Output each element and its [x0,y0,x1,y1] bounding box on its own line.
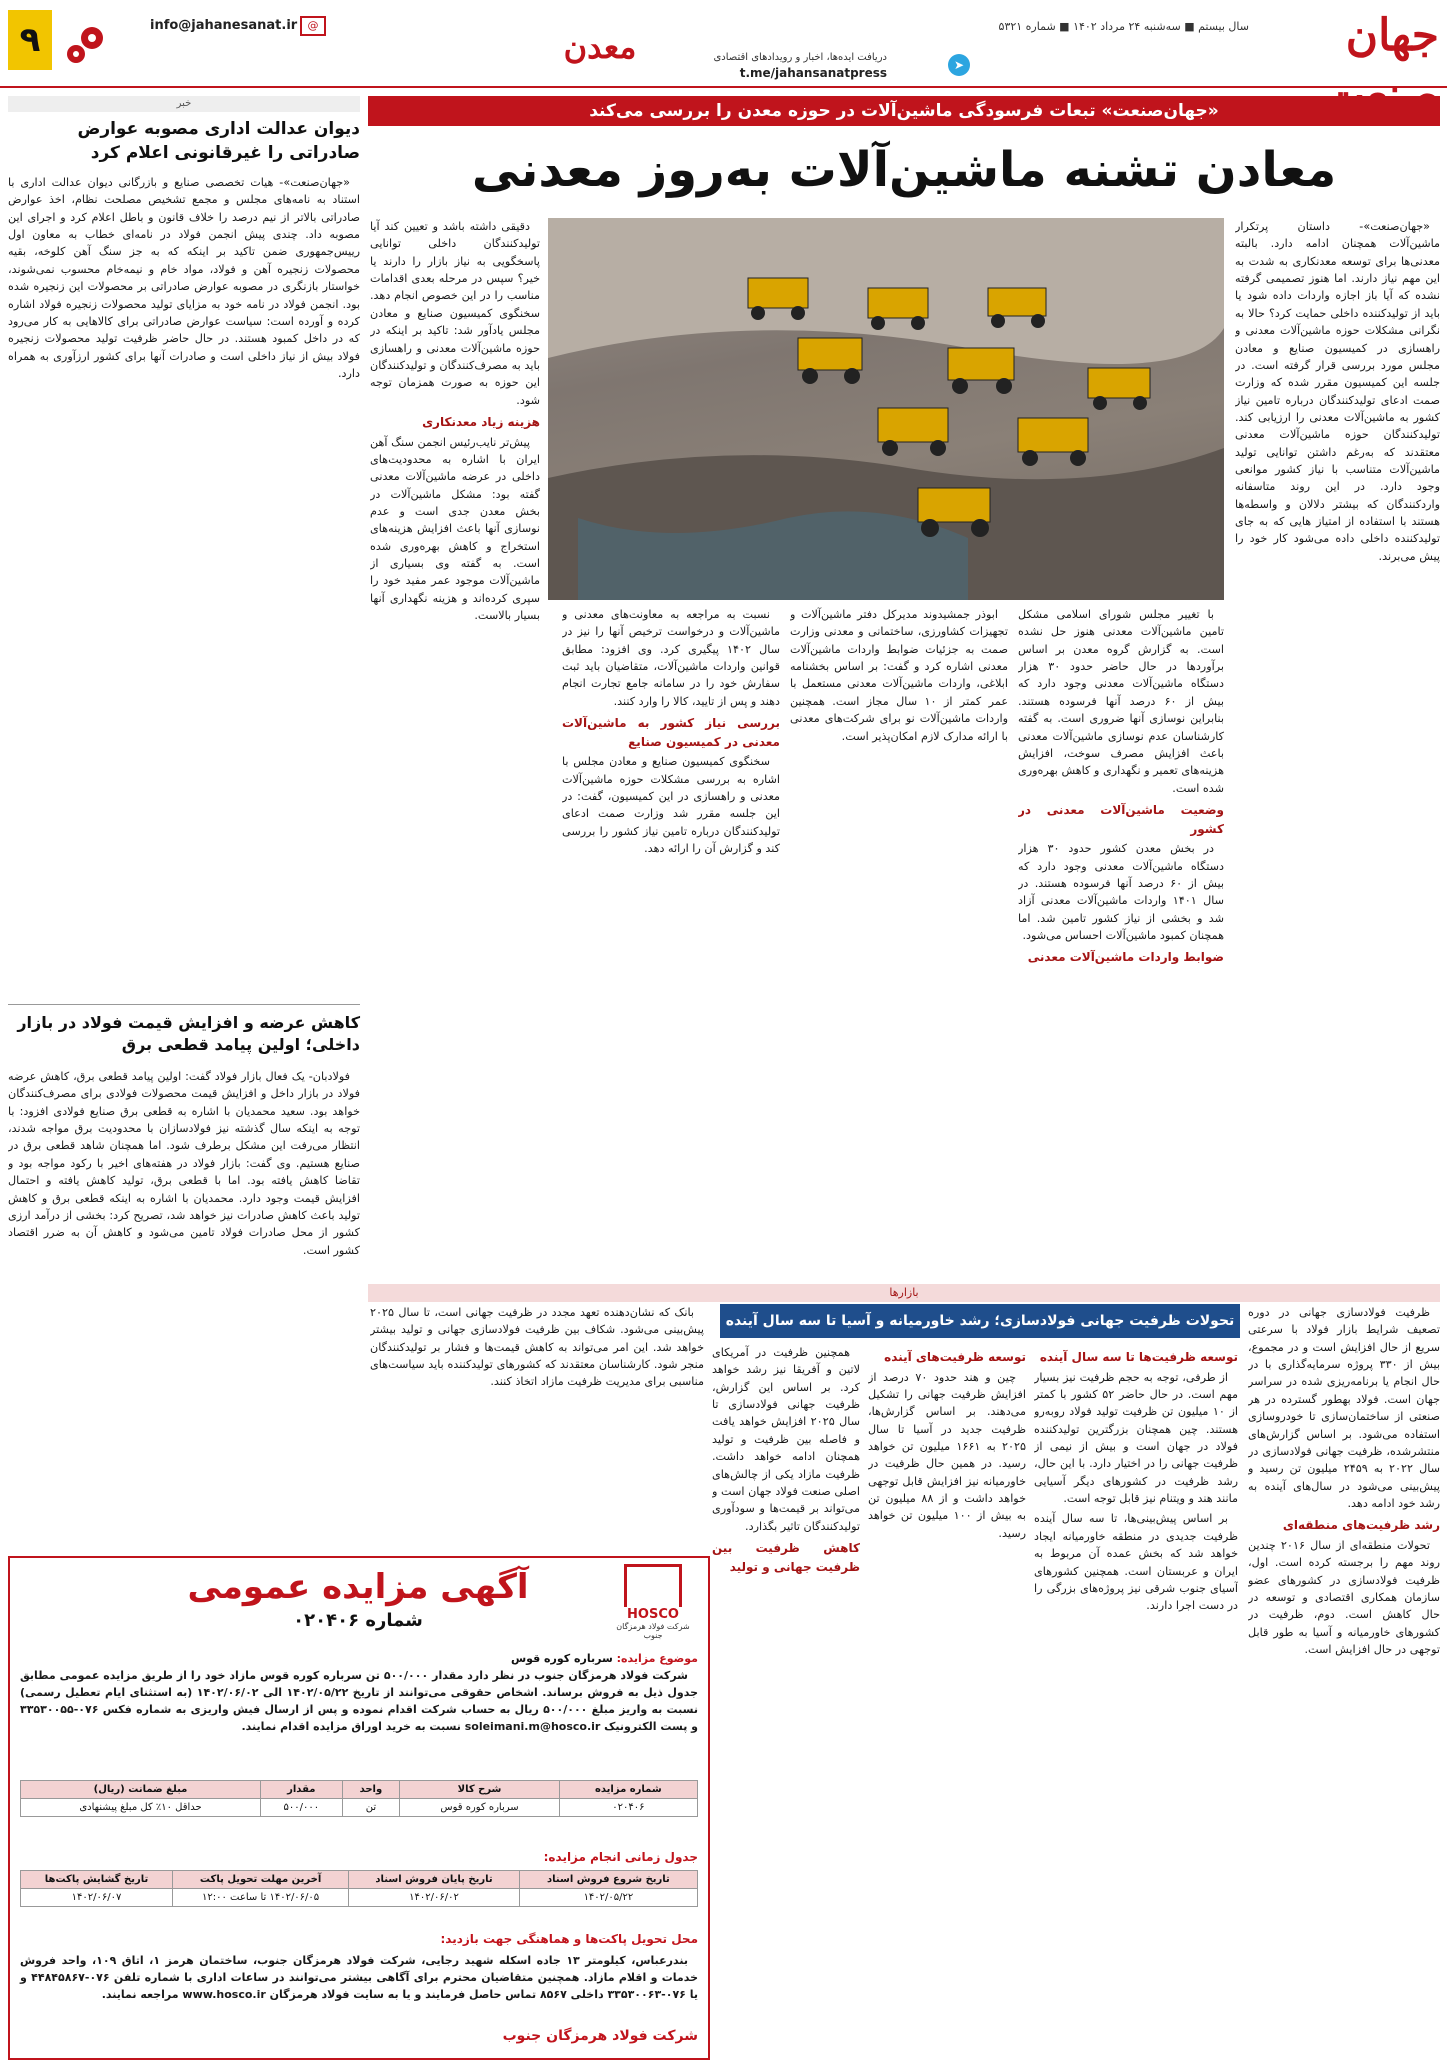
page-number [8,10,52,70]
ad-timeline-label: جدول زمانی انجام مزایده: [543,1850,698,1864]
left-body-1 [8,174,360,994]
section-title: معدن [563,28,637,66]
timeline-td: ۱۴۰۲/۰۶/۰۵ تا ساعت ۱۲:۰۰ [173,1889,349,1907]
main-col-4b-text: سخنگوی کمیسیون صنایع و معادن مجلس با اشاره به بررسی مشکلات حوزه ماشین‌آلات معدنی و راهسازی در این کمیسیون، گفت: در این جلسه مقرر شد وزارت صمت ادعای تولیدکنندگان درباره تامین نیاز کشور را بررسی کند و گزارش آن را ارائه دهد. [562,755,780,856]
ad-subject-line [20,1650,698,1667]
bottom-title-box [720,1304,1240,1338]
ad-body-text: شرکت فولاد هرمزگان جنوب در نظر دارد مقدار ۵۰۰/۰۰۰ تن سرباره کوره قوس مازاد خود را از طریق مزایده عمومی مطابق جدول ذیل به فروش برساند. اشخاص حقوقی می‌توانند از تاریخ ۱۴۰۲/۰۵/۲۲ الی ۱۴۰۲/۰۶/۰۲ (به استثنای ایام تعطیل رسمی) نسبت به واریز مبلغ ۵۰۰/۰۰۰ ریال به حساب شرکت اقدام نموده و پس از ارسال فیش واریزی به شماره فکس ۰۷۶-۳۳۵۳۰۰۵۵ و پست الکترونیک soleimani.m@hosco.ir نسبت به خرید اوراق مزایده اقدام نمایند. [20,1669,698,1734]
left-divider [8,1004,360,1005]
auction-table [20,1780,698,1817]
main-col-1 [1235,218,1440,1278]
left-news-tag: خبر [8,96,360,112]
bottom-col-1b-text: تحولات منطقه‌ای از سال ۲۰۱۶ چندین روند مهم را برجسته کرده است. اول، ظرفیت فولادسازی در کشورهای عضو سازمان همکاری اقتصادی و توسعه در حال کاهش است. دوم، ظرفیت در کشورهای خاورمیانه و آسیا به طور قابل توجهی در حال افزایش است. [1248,1538,1440,1657]
main-col-1-text: «جهان‌صنعت»- داستان پرتکرار ماشین‌آلات همچنان ادامه دارد. بالبته معدنی‌ها برای توسعه معدنکاری به شدت به این مهم نیاز دارند. اما هنوز تصمیمی گرفته نشده که آیا باز اجازه واردات داده شود یا باید از تولیدکننده داخلی حمایت کرد؟ حالا به نگرانی مشکلات حوزه ماشین‌آلات معدنی و راهسازی در کمیسیون صنایع و معادن مجلس مورد بررسی قرار گرفته است. در جلسه این کمیسیون مقرر شده که وزارت صمت ادعای تولیدکنندگان درباره تامین نیاز کشور به ماشین‌آلات معدنی را ارزیابی کند. تولیدکنندگان حوزه ماشین‌آلات معدنی معتقدند که به‌رغم داشتن توانایی تولید ماشین‌آلات متناسب با نیاز کشور موانعی وجود دارد. در این روند متاسفانه واردکنندگان که بیشتر دلالان و واسطه‌ها هستند با استفاده از امتیاز هایی که به جای تولیدکننده داخلی داده می‌شود کار خود را پیش می‌برند. [1235,220,1440,563]
bottom-col-5 [370,1304,704,1549]
ad-subject-label: موضوع مزایده: [616,1652,698,1665]
timeline-th: تاریخ گشایش پاکت‌ها [21,1871,173,1889]
timeline-th: تاریخ شروع فروش اسناد [519,1871,697,1889]
auction-ad [8,1556,710,2060]
main-col-3 [790,606,1008,1278]
bottom-col-3-text: چین و هند حدود ۷۰ درصد از افزایش ظرفیت جهانی را تشکیل می‌دهند. بر اساس گزارش‌ها، ظرفیت جدید در آسیا تا سال ۲۰۲۵ به ۱۶۶۱ میلیون تن خواهد رسید. در همین حال ظرفیت در خاورمیانه نیز افزایش قابل توجهی خواهد داشت و از ۸۸ میلیون تن به بیش از ۱۰۰ میلیون تن خواهد رسید. [868,1370,1026,1540]
timeline-td: ۱۴۰۲/۰۶/۰۷ [21,1889,173,1907]
masthead [0,0,1447,88]
left-title-1: دیوان عدالت اداری مصوبه عوارض صادراتی را غیرقانونی اعلام کرد [77,119,360,163]
timeline-table-header [21,1871,698,1889]
bottom-col-1-text: ظرفیت فولادسازی جهانی در دوره تصعیف شرایط بازار فولاد با سرعتی سریع از حال افزایش است و در مجموع، بیش از ۳۳۰ پروژه سرمایه‌گذاری با در حال انجام یا برنامه‌ریزی شده در سراسر جهان است. فولاد بهطور گسترده در هر صنعتی از ساختمان‌سازی تا خودروسازی استفاده می‌شود. بر اساس گزارش‌های منتشرشده، ظرفیت جهانی فولادسازی در سال ۲۰۲۲ به ۲۴۵۹ میلیون تن رسید و پیش‌بینی می‌شود در سال‌های آینده به رشد خود ادامه دهد. [1248,1306,1440,1510]
auction-th: واحد [342,1781,400,1799]
auction-table-row [21,1799,698,1817]
bottom-col-2 [1034,1344,1238,2054]
auction-th: مقدار [261,1781,342,1799]
left-title-2: کاهش عرضه و افزایش قیمت فولاد در بازار داخلی؛ اولین پیامد قطعی برق [17,1013,360,1055]
bottom-col-3 [868,1344,1026,2054]
telegram-icon: ➤ [948,54,970,76]
markets-band-text: بازارها [889,1286,919,1299]
main-col-5b-text: پیش‌تر نایب‌رئیس انجمن سنگ آهن ایران با اشاره به محدودیت‌های داخلی در عرضه ماشین‌آلات معدنی گفته بود: مشکل ماشین‌آلات در بخش معدن جدی است و عدم نوسازی آنها باعث افزایش هزینه‌های استخراج و کاهش بهره‌وری شده است. به گفته وی بسیاری از ماشین‌آلات موجود عمر مفید خود را سپری کرده‌اند و هزینه نگهداری آنها بسیار بالاست. [370,435,540,623]
ad-body [20,1650,698,1738]
ad-table-1 [20,1780,698,1817]
ad-number: شماره ۰۲۰۴۰۶ [293,1610,423,1631]
bottom-col-1 [1248,1304,1440,2054]
hosco-logo [608,1564,698,1644]
ad-delivery [20,1952,698,2006]
telegram-link[interactable]: t.me/jahansanatpress [739,66,887,80]
subhead-cost: هزینه زیاد معدنکاری [422,414,540,429]
logo-text: جهان [1345,10,1439,61]
main-col-2b-text: در بخش معدن کشور حدود ۳۰ هزار دستگاه ماشین‌آلات معدنی وجود دارد که بیش از ۶۰ درصد آنها فرسوده هستند. در سال ۱۴۰۱ واردات ماشین‌آلات معدنی آزاد شد و بخشی از نیاز کشور تامین شد. اما همچنان کمبود ماشین‌آلات احساس می‌شود. [1018,842,1224,942]
bottom-col-4-text: همچنین ظرفیت در آمریکای لاتین و آفریقا نیز رشد خواهد کرد. بر اساس این گزارش، ظرفیت جهانی فولادسازی تا سال ۲۰۲۵ افزایش خواهد یافت و فاصله بین ظرفیت و تولید همچنان ادامه خواهد داشت. ظرفیت مازاد یکی از چالش‌های اصلی صنعت فولاد جهان است و می‌تواند بر قیمت‌ها و سودآوری تولیدکنندگان تاثیر بگذارد. [712,1346,860,1533]
timeline-table-row [21,1889,698,1907]
timeline-th: آخرین مهلت تحویل پاکت [173,1871,349,1889]
ad-footer: شرکت فولاد هرمزگان جنوب [502,2028,698,2044]
timeline-td: ۱۴۰۲/۰۶/۰۲ [349,1889,520,1907]
telegram-note: دریافت ایده‌ها، اخبار و رویدادهای اقتصادی [713,52,887,63]
main-title: معادن تشنه ماشین‌آلات به‌روز معدنی [471,142,1337,198]
main-col-2 [1018,606,1224,1278]
ad-delivery-text: بندرعباس، کیلومتر ۱۳ جاده اسکله شهید رجایی، شرکت فولاد هرمزگان جنوب، ساختمان هرمز ۱، اتاق ۱۰۹، واحد فروش خدمات و اقلام مازاد. همچنین متقاضیان محترم برای آگاهی بیشتر می‌توانند در ساعات اداری با شماره تلفن ۰۷۶-۴۴۸۴۵۸۶۷ و یا ۰۷۶-۳۳۵۳۰۰۶۳ داخلی ۸۵۶۷ تماس حاصل فرمایند و یا به سایت فولاد هرمزگان www.hosco.ir مراجعه نمایند. [20,1954,698,2002]
hosco-logo-note: شرکت فولاد هرمزگان جنوب [616,1622,690,1640]
ad-title: آگهی مزایده عمومی [187,1567,529,1607]
left-body-1-text: «جهان‌صنعت»- هیات تخصصی صنایع و بازرگانی دیوان عدالت اداری با استناد به نامه‌های مجلس و مجمع تشخیص مصلحت نظام، اخذ عوارض صادراتی بالاتر از نیم درصد را خلاف قانون و باطل اعلام کرد و اجرای این مصوبه داد. چندی پیش انجمن فولاد در نامه‌ای خطاب به معاون اول رییس‌جمهوری ضمن تاکید بر اینکه که به جز سنگ آهن کلوخه، بقیه محصولات زنجیره آهن و فولاد، مواد خام و نیمه‌خام محسوب نمی‌شوند، خواستار بازنگری در مصوبه عوارض صادراتی بر محصولات این زنجیره شده بود. انجمن فولاد در نامه خود به مزایای تولید محصولات زنجیره فولاد اشاره کرده و آورده است: سیاست عوارض صادراتی برای کالاهایی به کار می‌رود که در داخل کمبود هستند. در حال حاضر ظرفیت تولید محصولات زنجیره فولاد بیش از نیاز داخلی است و صادرات آنها برای کشور ارزآوری به همراه دارد. [8,176,360,380]
main-col-2-text: با تغییر مجلس شورای اسلامی مشکل تامین ماشین‌آلات معدنی هنوز حل نشده است. به گزارش گروه معدن بر اساس برآوردها در حال حاضر حدود ۳۰ هزار دستگاه ماشین‌آلات معدنی وجود دارد که بیش از ۶۰ درصد آنها فرسوده هستند. بنابراین نوسازی آنها ضروری است. به گفته کارشناسان عدم نوسازی ماشین‌آلات معدنی باعث افزایش مصرف سوخت، افزایش هزینه‌های تعمیر و نگهداری و کاهش بهره‌وری شده است. [1018,608,1224,795]
main-col-4-text: نسبت به مراجعه به معاونت‌های معدنی و ماشین‌آلات و درخواست ترخیص آنها را نیز در سال ۱۴۰۲ پیگیری کرد. وی افزود: مطابق قوانین واردات ماشین‌آلات، متقاضیان باید ثبت سفارش خود را در سامانه جامع تجارت انجام دهند و پس از تایید، کالا را وارد کنند. [562,608,780,708]
left-body-2-text: فولادبان- یک فعال بازار فولاد گفت: اولین پیامد قطعی برق، کاهش عرضه فولاد در بازار داخل و افزایش قیمت محصولات فولادی برای مصرف‌کنندگان خواهد بود. سعید محمدیان با اشاره به قطعی برق صنایع فولادی افزود: با توجه به اینکه سال گذشته نیز فولادسازان با محدودیت برق مواجه شدند، انتظار می‌رفت این مشکل برطرف شود. اما همچنان شاهد قطعی برق در صنایع هستیم. وی گفت: بازار فولاد در هفته‌های اخیر با رکود مواجه بود و تقاضا کاهش یافته بود. اما با قطعی برق، تولید کاهش یافته و احتمال افزایش قیمت وجود دارد. محمدیان با اشاره به اینکه قطعی برق و کاهش تولید باعث کاهش صادرات نیز خواهد شد، تصریح کرد: بخشی از درآمد ارزی کشور از محل صادرات فولاد تامین می‌شود و کاهش آن به ضرر اقتصاد کشور است. [8,1070,360,1257]
subhead-region: رشد ظرفیت‌های منطقه‌ای [1282,1518,1440,1533]
email[interactable]: info@jahanesanat.ir [150,18,298,33]
bottom-col-5-text: بانک که نشان‌دهنده تعهد مجدد در ظرفیت جهانی است، تا سال ۲۰۲۵ پیش‌بینی می‌شود. شکاف بین ظرفیت فولادسازی جهانی و تولید بیشتر خواهد شد. این امر می‌تواند به کاهش قیمت‌ها و فشار بر تولیدکنندگان منجر شود. کارشناسان معتقدند که کشورهای تولیدکننده باید سیاست‌های مناسبی برای مدیریت ظرفیت مازاد اتخاذ کنند. [370,1306,704,1389]
logo [1264,6,1439,68]
mining-trucks-image [548,218,1224,600]
issue-info: سال بیستم ■ سه‌شنبه ۲۴ مرداد ۱۴۰۲ ■ شماره ۵۳۲۱ [998,20,1249,33]
auction-th: شرح کالا [400,1781,559,1799]
header-rule [0,86,1447,88]
auction-td: سرباره کوره قوس [400,1799,559,1817]
timeline-td: ۱۴۰۲/۰۵/۲۲ [519,1889,697,1907]
hosco-logo-text: HOSCO [627,1607,679,1622]
auction-td: ۵۰۰/۰۰۰ [261,1799,342,1817]
ad-subject: سرباره کوره قوس [510,1652,613,1665]
auction-table-header [21,1781,698,1799]
ad-table-2 [20,1870,698,1907]
main-kicker [368,96,1440,126]
page-number-text: ۹ [19,20,41,60]
left-body-2 [8,1068,360,1592]
bottom-col-2b-text: بر اساس پیش‌بینی‌ها، تا سه سال آینده ظرفیت جدیدی در منطقه خاورمیانه ایجاد خواهد شد که بخش عمده آن مربوط به ایران و عربستان است. همچنین کشورهای آسیای جنوب شرقی نیز پروژه‌های بزرگی را در دست اجرا دارند. [1034,1512,1238,1613]
subhead-status: وضعیت ماشین‌آلات معدنی در کشور [1018,802,1224,836]
auction-td: تن [342,1799,400,1817]
auction-th: مبلغ ضمانت (ریال) [21,1781,261,1799]
timeline-th: تاریخ پایان فروش اسناد [349,1871,520,1889]
bottom-col-2-text: از طرفی، توجه به حجم ظرفیت نیز بسیار مهم است. در حال حاضر ۵۲ کشور با کمتر از ۱۰ میلیون تن ظرفیت تولید فولاد روبه‌رو هستند. چین همچنان بزرگترین تولیدکننده فولاد در جهان است و بیش از نیمی از ظرفیت جهانی را در اختیار دارد. با این حال، رشد ظرفیت در کشورهای دیگر آسیایی مانند هند و ویتنام نیز قابل توجه است. [1034,1370,1238,1506]
gear-icon [60,20,110,70]
markets-band [368,1284,1440,1302]
auction-th: شماره مزایده [559,1781,697,1799]
hosco-logo-box [624,1564,682,1607]
bottom-title: تحولات ظرفیت جهانی فولادسازی؛ رشد خاورمیانه و آسیا تا سه سال آینده [725,1313,1235,1329]
subhead-future: توسعه ظرفیت‌ها تا سه سال آینده [1039,1350,1238,1364]
main-col-5-text: دقیقی داشته باشد و تعیین کند آیا تولیدکنندگان داخلی توانایی پاسخگویی به نیاز بازار را دارند یا خیر؟ سپس در مرحله بعدی اقدامات مناسب را در این خصوص انجام دهد. سخنگوی کمیسیون صنایع و معادن مجلس یادآور شد: تاکید بر اینکه در حوزه ماشین‌آلات معدنی و راهسازی باید به مصرف‌کنندگان و تولیدکنندگان این حوزه به صورت همزمان توجه شود. [370,220,540,407]
auction-td: حداقل ۱۰٪ کل مبلغ پیشنهادی [21,1799,261,1817]
auction-td: ۰۲۰۴۰۶ [559,1799,697,1817]
bottom-col-4 [712,1344,860,2054]
main-col-3-text: ابوذر جمشیدوند مدیرکل دفتر ماشین‌آلات و تجهیزات کشاورزی، ساختمانی و معدنی وزارت صمت به جزئیات ضوابط واردات ماشین‌آلات معدنی اشاره کرد و گفت: بر اساس بخشنامه ابلاغی، واردات ماشین‌آلات معدنی مستعمل با عمر کمتر از ۱۰ سال مجاز است. همچنین واردات ماشین‌آلات نو برای شرکت‌های معدنی با ارائه مدارک لازم امکان‌پذیر است. [790,608,1008,743]
subhead-rules: ضوابط واردات ماشین‌آلات معدنی [1027,950,1224,965]
subhead-need: بررسی نیاز کشور به ماشین‌آلات معدنی در کمیسیون صنایع [562,716,780,749]
main-col-5 [370,218,540,1278]
timeline-table [20,1870,698,1907]
main-col-4 [562,606,780,1278]
mail-icon: @ [300,16,326,36]
kicker-text: «جهان‌صنعت» تبعات فرسودگی ماشین‌آلات در حوزه معدن را بررسی می‌کند [589,101,1219,121]
subhead-future-2: توسعه ظرفیت‌های آینده [884,1350,1026,1364]
ad-delivery-label: محل تحویل پاکت‌ها و هماهنگی جهت بازدید: [440,1932,698,1946]
subhead-global: کاهش ظرفیت بین ظرفیت جهانی و تولید [712,1540,860,1574]
